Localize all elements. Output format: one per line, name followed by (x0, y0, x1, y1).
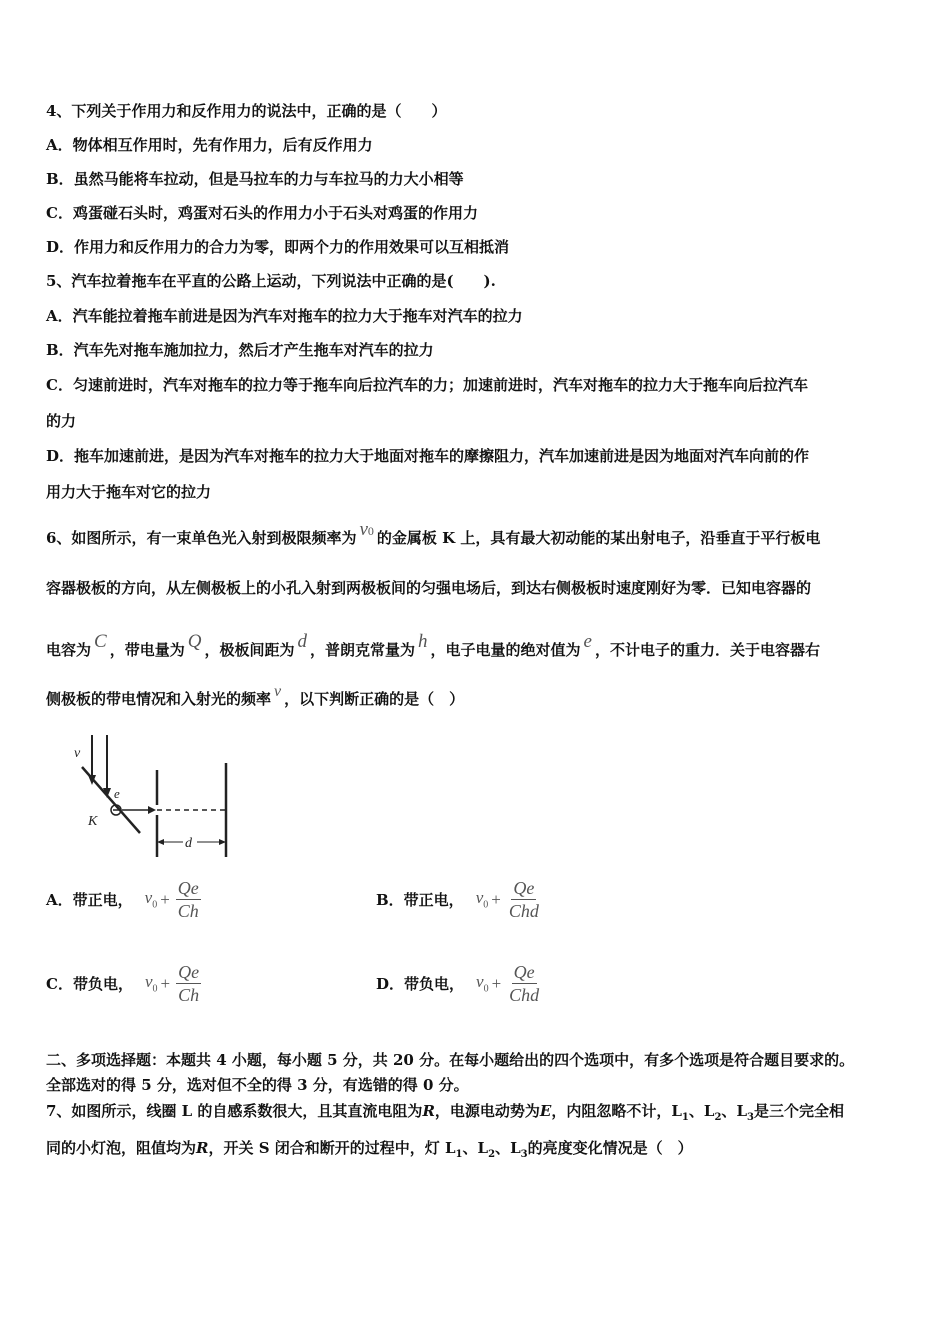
q6-text: 的金属板 K 上，具有最大初动能的某出射电子，沿垂直于平行板电 (376, 529, 821, 547)
q4-option-d: D．作用力和反作用力的合力为零，即两个力的作用效果可以互相抵消 (46, 238, 510, 256)
formula: $v_0$ + $\frac{Qe}{\text{Chd}}$ (476, 962, 540, 1005)
q6-line2: 容器极板的方向，从左侧极板上的小孔入射到两极板间的匀强电场后，到达右侧极板时速度刚好为零．已知电容器的 (46, 579, 812, 597)
q6-option-c: C．带负电， $v_0$ + $\frac{Qe}{Ch}$ (46, 962, 200, 1005)
q7-line1: 7、如图所示，线圈 L 的自感系数很大，且其直流电阻为R，电源电动势为E，内阻忽略不计，$L_1$、$L_2$、$L_3$是三个完全相 (46, 1102, 844, 1123)
q6-option-b: B．带正电， $v_0$ + $\frac{Qe}{\text{Chd}}$ (376, 878, 539, 921)
q5-option-d-line2: 用力大于拖车对它的拉力 (46, 483, 212, 501)
q5-option-c-line1: C．匀速前进时，汽车对拖车的拉力等于拖车向后拉汽车的力；加速前进时，汽车对拖车的拉力大于拖车向后拉汽车 (46, 376, 808, 394)
photoelectric-capacitor-figure (44, 725, 259, 869)
q6-line1 (46, 519, 821, 549)
figure-label-e: e (114, 786, 120, 801)
q6-text: 6、如图所示，有一束单色光入射到极限频率为 (46, 529, 357, 547)
formula: $v_0$ + $\frac{Qe}{Ch}$ (144, 878, 199, 921)
symbol-h: h (417, 631, 428, 652)
q6-line3: 电容为 C ，带电量为 Q ，极板间距为 d ，普朗克常量为 h ，电子电量的绝对值为 e ，不计电子的重力．关于电容器右 (46, 631, 820, 659)
q5-option-b: B．汽车先对拖车施加拉力，然后才产生拖车对汽车的拉力 (46, 341, 434, 359)
q4-stem: 4、下列关于作用力和反作用力的说法中，正确的是（ ） (46, 102, 447, 120)
q4-option-a: A．物体相互作用时，先有作用力，后有反作用力 (46, 136, 373, 154)
q6-option-a: A．带正电， $v_0$ + $\frac{Qe}{Ch}$ (46, 878, 199, 921)
q4-option-b: B．虽然马能将车拉动，但是马拉车的力与车拉马的力大小相等 (46, 170, 464, 188)
q4-option-c: C．鸡蛋碰石头时，鸡蛋对石头的作用力小于石头对鸡蛋的作用力 (46, 204, 478, 222)
q6-line4: 侧极板的带电情况和入射光的频率 v ，以下判断正确的是（ ） (46, 683, 465, 708)
section2-heading: 二、多项选择题：本题共 4 小题，每小题 5 分，共 20 分。在每小题给出的四个选项中，有多个选项是符合题目要求的。 (46, 1051, 855, 1069)
symbol-d: d (297, 631, 307, 652)
q7-line2: 同的小灯泡，阻值均为R，开关 S 闭合和断开的过程中，灯 $L_1$、$L_2$、$L_3$的亮度变化情况是（ ） (46, 1139, 693, 1160)
symbol-q: Q (187, 631, 202, 652)
symbol-c: C (94, 631, 107, 652)
q5-option-a: A．汽车能拉着拖车前进是因为汽车对拖车的拉力大于拖车对汽车的拉力 (46, 307, 523, 325)
figure-label-d: d (185, 836, 192, 851)
formula: $v_0$ + $\frac{Qe}{\text{Chd}}$ (475, 878, 539, 921)
figure-label-k: K (88, 814, 98, 829)
q5-option-d-line1: D．拖车加速前进，是因为汽车对拖车的拉力大于地面对拖车的摩擦阻力，汽车加速前进是因为地面对汽车向前的作 (46, 447, 810, 465)
symbol-e: e (583, 631, 592, 652)
section2-instructions: 全部选对的得 5 分，选对但不全的得 3 分，有选错的得 0 分。 (46, 1076, 469, 1094)
q5-stem: 5、汽车拉着拖车在平直的公路上运动，下列说法中正确的是( ). (46, 272, 496, 290)
symbol-v0: v0 (359, 519, 374, 540)
formula: $v_0$ + $\frac{Qe}{Ch}$ (144, 962, 200, 1005)
q6-option-d: D．带负电， $v_0$ + $\frac{Qe}{\text{Chd}}$ (376, 962, 540, 1005)
q5-option-c-line2: 的力 (46, 412, 77, 430)
figure-label-v: v (74, 746, 81, 761)
symbol-v: v (274, 683, 282, 700)
